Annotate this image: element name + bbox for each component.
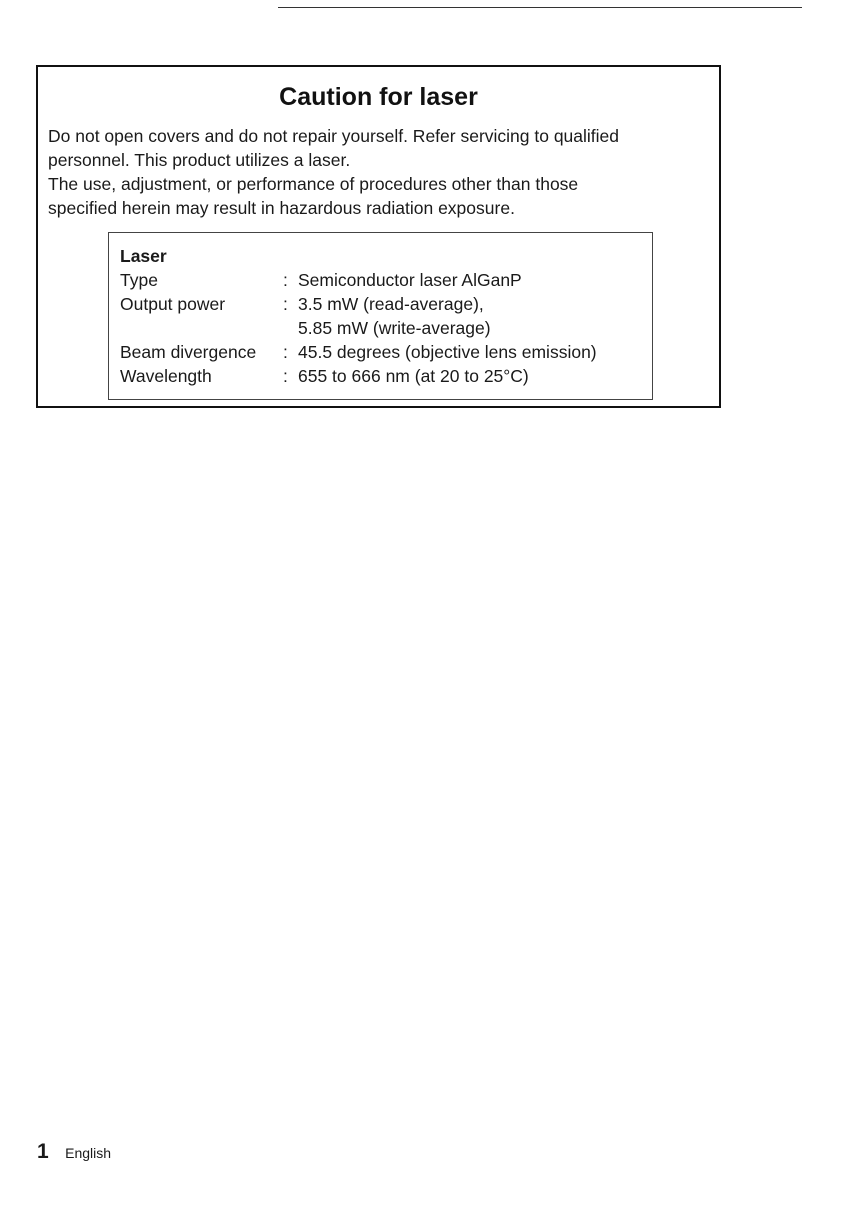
spec-colon: : — [283, 366, 288, 386]
spec-label: Type — [120, 270, 158, 290]
spec-value: 5.85 mW (write-average) — [298, 318, 491, 338]
spec-value: 655 to 666 nm (at 20 to 25°C) — [298, 366, 529, 386]
spec-colon: : — [283, 270, 288, 290]
spec-value: Semiconductor laser AlGanP — [298, 270, 522, 290]
laser-heading: Laser — [120, 246, 167, 266]
spec-label: Output power — [120, 294, 226, 314]
caution-text — [48, 124, 713, 220]
caution-line: personnel. This product utilizes a laser. — [48, 150, 351, 170]
page-language: English — [65, 1145, 112, 1161]
caution-box — [36, 65, 721, 408]
caution-title: Caution for laser — [279, 83, 478, 111]
spec-label: Wavelength — [120, 366, 212, 386]
caution-line: The use, adjustment, or performance of procedures other than those — [48, 174, 579, 194]
spec-colon: : — [283, 342, 288, 362]
spec-value: 45.5 degrees (objective lens emission) — [298, 342, 597, 362]
page-number: 1 — [37, 1140, 49, 1163]
page-footer — [37, 1140, 111, 1164]
laser-spec-box — [108, 232, 653, 400]
header-rule — [278, 7, 802, 8]
spec-value: 3.5 mW (read-average), — [298, 294, 484, 314]
caution-line: Do not open covers and do not repair yourself. Refer servicing to qualified — [48, 126, 620, 146]
spec-label: Beam divergence — [120, 342, 257, 362]
caution-line: specified herein may result in hazardous radiation exposure. — [48, 198, 515, 218]
spec-colon: : — [283, 294, 288, 314]
